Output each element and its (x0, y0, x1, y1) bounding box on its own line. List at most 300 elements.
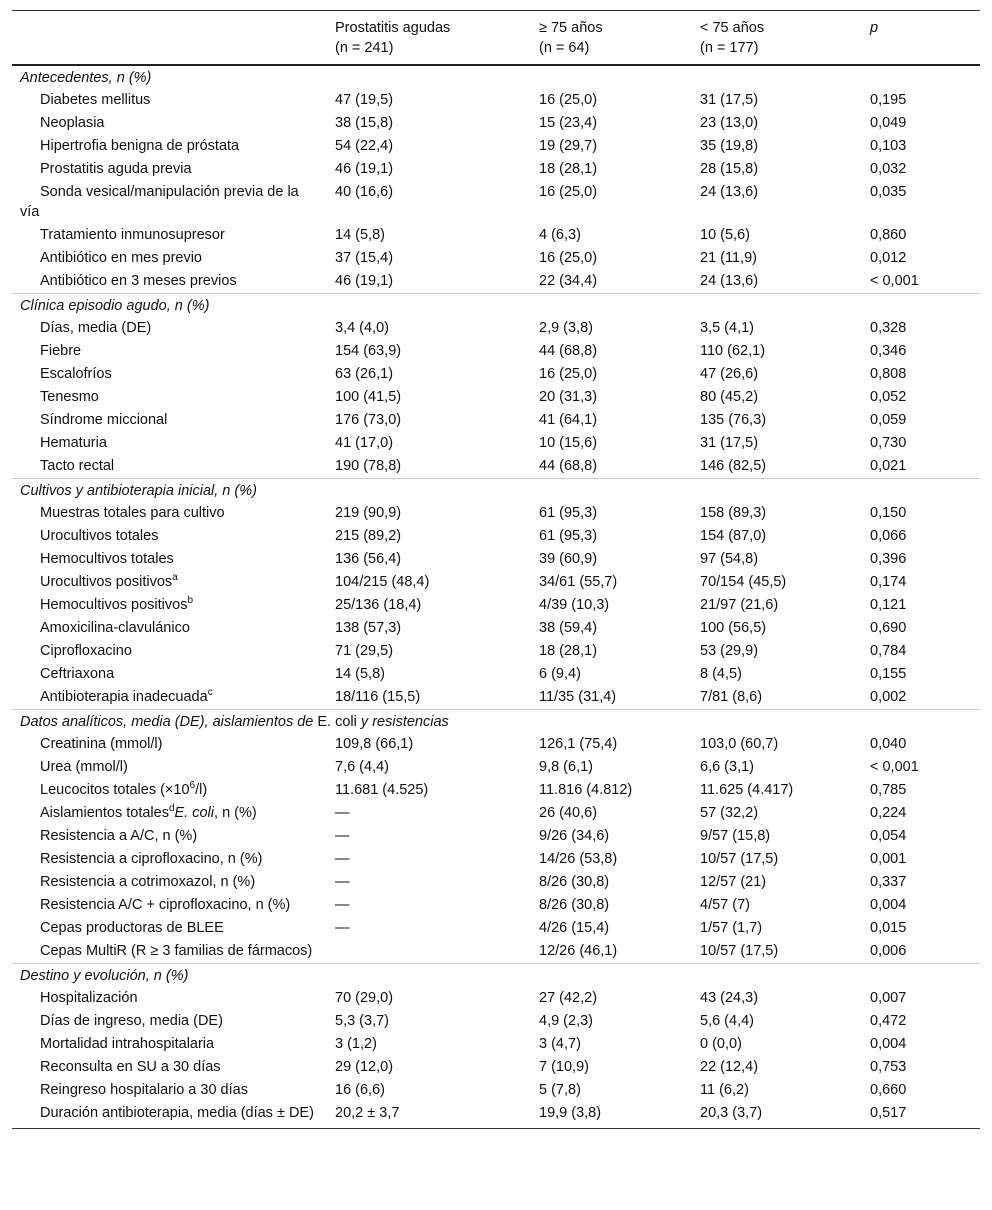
results-table (12, 10, 980, 1129)
total-value: — (335, 874, 350, 890)
total-value: 100 (41,5) (335, 389, 402, 405)
total-value: — (335, 851, 350, 867)
younger-value: 10 (5,6) (700, 227, 750, 243)
younger-value: 1/57 (1,7) (700, 920, 763, 936)
row-label-text: Diabetes mellitus (40, 92, 151, 108)
total-value: 20,2 ± 3,7 (335, 1102, 539, 1129)
header-p-value: p (870, 11, 980, 66)
row-label-text: Escalofríos (40, 366, 112, 382)
row-label-text: Duración antibioterapia, media (días ± DE) (40, 1105, 314, 1121)
row-label-text: Cepas productoras de BLEE (40, 920, 224, 936)
p-value: 0,121 (870, 597, 907, 613)
table-row (12, 1033, 980, 1056)
younger-value: 4/57 (7) (700, 897, 750, 913)
table-row (12, 1079, 980, 1102)
younger-value: 146 (82,5) (700, 458, 767, 474)
header-older-column (539, 11, 700, 66)
table-row (12, 617, 980, 640)
table-row (12, 158, 980, 181)
total-value: 136 (56,4) (335, 551, 402, 567)
row-label (12, 802, 335, 825)
older-value: 4/39 (10,3) (539, 597, 610, 613)
p-value: 0,753 (870, 1059, 907, 1075)
p-value: 0,328 (870, 320, 907, 336)
p-value: 0,155 (870, 666, 907, 682)
older-value: 16 (25,0) (539, 92, 598, 108)
older-value: 8/26 (30,8) (539, 897, 610, 913)
header-younger-column (700, 11, 870, 66)
table-row (12, 1056, 980, 1079)
table-row (12, 987, 980, 1010)
section-label-organism: E. coli (317, 714, 357, 730)
table-row (12, 386, 980, 409)
older-value: 20 (31,3) (539, 389, 598, 405)
older-value: 18 (28,1) (539, 643, 598, 659)
footnote-marker: b (187, 595, 194, 607)
younger-value: 22 (12,4) (700, 1059, 759, 1075)
younger-value: 6,6 (3,1) (700, 759, 754, 775)
older-value: 9/26 (34,6) (539, 828, 610, 844)
table-row (12, 825, 980, 848)
table-row (12, 848, 980, 871)
row-label-text: Muestras totales para cultivo (40, 505, 225, 521)
younger-value: 70/154 (45,5) (700, 574, 787, 590)
table-row (12, 112, 980, 135)
header-older-label: ≥ 75 años (539, 20, 603, 36)
header-blank (12, 11, 335, 66)
p-value: 0,784 (870, 643, 907, 659)
older-value: 19 (29,7) (539, 138, 598, 154)
younger-value: 24 (13,6) (700, 184, 759, 200)
row-label-text: Días de ingreso, media (DE) (40, 1013, 223, 1029)
table-row (12, 409, 980, 432)
older-value: 9,8 (6,1) (539, 759, 593, 775)
row-label-text: Hipertrofia benigna de próstata (40, 138, 240, 154)
row-label (12, 594, 335, 617)
row-label (12, 247, 335, 270)
row-label (12, 158, 335, 181)
footnote-marker: c (207, 687, 213, 699)
row-label (12, 686, 335, 710)
p-value: 0,103 (870, 138, 907, 154)
row-label-text: Fiebre (40, 343, 82, 359)
section-label: Datos analíticos, media (DE), aislamientos de (20, 714, 314, 730)
row-label (12, 363, 335, 386)
younger-value: 11 (6,2) (700, 1082, 749, 1098)
section-header (12, 710, 980, 734)
row-label (12, 340, 335, 363)
older-value: 16 (25,0) (539, 366, 598, 382)
table-header (12, 11, 980, 66)
older-value: 61 (95,3) (539, 528, 598, 544)
total-value: 3 (1,2) (335, 1036, 377, 1052)
table-row (12, 340, 980, 363)
younger-value: 20,3 (3,7) (700, 1102, 870, 1129)
row-label-text: Resistencia a A/C, n (%) (40, 828, 198, 844)
p-value: 0,346 (870, 343, 907, 359)
p-value: 0,337 (870, 874, 907, 890)
p-value: 0,517 (870, 1102, 980, 1129)
total-value: 25/136 (18,4) (335, 597, 422, 613)
row-label-text: Reingreso hospitalario a 30 días (40, 1082, 248, 1098)
p-value: 0,472 (870, 1013, 907, 1029)
row-label (12, 640, 335, 663)
older-value: 34/61 (55,7) (539, 574, 618, 590)
older-value: 38 (59,4) (539, 620, 598, 636)
table-row (12, 1010, 980, 1033)
p-value: 0,052 (870, 389, 907, 405)
p-value: 0,049 (870, 115, 907, 131)
older-value: 4,9 (2,3) (539, 1013, 593, 1029)
table-row (12, 640, 980, 663)
row-label-text: Resistencia a ciprofloxacino, n (%) (40, 851, 263, 867)
older-value: 19,9 (3,8) (539, 1102, 700, 1129)
older-value: 2,9 (3,8) (539, 320, 593, 336)
total-value: 14 (5,8) (335, 227, 385, 243)
table-row (12, 663, 980, 686)
row-label (12, 1056, 335, 1079)
row-label-text: Neoplasia (40, 115, 105, 131)
row-label-text: Mortalidad intrahospitalaria (40, 1036, 215, 1052)
table-row (12, 571, 980, 594)
p-value: 0,066 (870, 528, 907, 544)
section-header (12, 65, 980, 89)
row-label-text: Resistencia A/C + ciprofloxacino, n (%) (40, 897, 291, 913)
row-label-text: Hematuria (40, 435, 107, 451)
older-value: 11/35 (31,4) (539, 689, 617, 705)
older-value: 7 (10,9) (539, 1059, 589, 1075)
older-value: 44 (68,8) (539, 458, 598, 474)
p-value: 0,730 (870, 435, 907, 451)
header-total-column (335, 11, 539, 66)
header-total-label: Prostatitis agudas (335, 20, 451, 36)
row-label-text: Ciprofloxacino (40, 643, 132, 659)
younger-value: 11.625 (4.417) (700, 782, 794, 798)
older-value: 61 (95,3) (539, 505, 598, 521)
section-label: Cultivos y antibioterapia inicial, n (%) (20, 483, 257, 499)
older-value: 16 (25,0) (539, 184, 598, 200)
younger-value: 80 (45,2) (700, 389, 759, 405)
row-label-text: Antibioterapia inadecuada (40, 689, 208, 705)
row-label (12, 1010, 335, 1033)
header-younger-label: < 75 años (700, 20, 765, 36)
table-body (12, 65, 980, 1129)
table-row (12, 733, 980, 756)
younger-value: 47 (26,6) (700, 366, 759, 382)
younger-value: 21/97 (21,6) (700, 597, 779, 613)
total-value: — (335, 828, 350, 844)
total-value: — (335, 920, 350, 936)
footnote-marker: 6 (189, 780, 196, 792)
older-value: 16 (25,0) (539, 250, 598, 266)
younger-value: 103,0 (60,7) (700, 736, 779, 752)
row-label (12, 825, 335, 848)
section-title (12, 964, 980, 988)
row-label-text: Antibiótico en mes previo (40, 250, 202, 266)
section-header (12, 294, 980, 318)
older-value: 3 (4,7) (539, 1036, 581, 1052)
total-value: 47 (19,5) (335, 92, 394, 108)
row-label-text: Leucocitos totales (×10 (40, 782, 190, 798)
section-title (12, 65, 980, 89)
row-label-text: Tratamiento inmunosupresor (40, 227, 225, 243)
row-label (12, 409, 335, 432)
row-label (12, 455, 335, 479)
row-label (12, 181, 335, 224)
younger-value: 5,6 (4,4) (700, 1013, 754, 1029)
younger-value: 24 (13,6) (700, 273, 759, 289)
header-younger-n: (n = 177) (700, 40, 759, 56)
section-title (12, 710, 980, 734)
younger-value: 3,5 (4,1) (700, 320, 754, 336)
section-label: Clínica episodio agudo, n (%) (20, 298, 210, 314)
section-header (12, 964, 980, 988)
younger-value: 158 (89,3) (700, 505, 767, 521)
p-value: 0,002 (870, 689, 907, 705)
p-value: < 0,001 (870, 759, 919, 775)
p-value: 0,004 (870, 1036, 907, 1052)
total-value: 176 (73,0) (335, 412, 402, 428)
section-title (12, 479, 980, 503)
row-label-text: Tenesmo (40, 389, 99, 405)
total-value: 70 (29,0) (335, 990, 394, 1006)
total-value: 71 (29,5) (335, 643, 394, 659)
row-label (12, 1102, 335, 1129)
row-label (12, 987, 335, 1010)
p-value: 0,054 (870, 828, 907, 844)
p-value: 0,015 (870, 920, 907, 936)
table-row (12, 181, 980, 224)
row-label-text: Creatinina (mmol/l) (40, 736, 163, 752)
row-label-text: Urocultivos totales (40, 528, 159, 544)
row-label-suffix: /l) (195, 782, 208, 798)
row-label-text: Resistencia a cotrimoxazol, n (%) (40, 874, 256, 890)
total-value: 41 (17,0) (335, 435, 394, 451)
younger-value: 35 (19,8) (700, 138, 759, 154)
younger-value: 9/57 (15,8) (700, 828, 771, 844)
p-value: 0,040 (870, 736, 907, 752)
younger-value: 53 (29,9) (700, 643, 759, 659)
p-value: < 0,001 (870, 273, 919, 289)
row-label-text: Tacto rectal (40, 458, 115, 474)
row-label-text: Antibiótico en 3 meses previos (40, 273, 237, 289)
total-value: 16 (6,6) (335, 1082, 385, 1098)
row-label (12, 548, 335, 571)
p-value: 0,059 (870, 412, 907, 428)
row-label (12, 871, 335, 894)
younger-value: 57 (32,2) (700, 805, 759, 821)
p-value: 0,690 (870, 620, 907, 636)
table-row (12, 502, 980, 525)
table-row (12, 270, 980, 294)
total-value: 219 (90,9) (335, 505, 402, 521)
p-value: 0,150 (870, 505, 907, 521)
row-label-text: Prostatitis aguda previa (40, 161, 192, 177)
younger-value: 21 (11,9) (700, 250, 757, 266)
organism-name: E. coli (174, 805, 215, 821)
row-label-text: Sonda vesical/manipulación previa de la vía (20, 184, 299, 220)
row-label-text: Síndrome miccional (40, 412, 168, 428)
row-label (12, 663, 335, 686)
table-row (12, 224, 980, 247)
older-value: 15 (23,4) (539, 115, 598, 131)
total-value (335, 940, 539, 964)
section-header (12, 479, 980, 503)
total-value: 138 (57,3) (335, 620, 402, 636)
older-value: 14/26 (53,8) (539, 851, 618, 867)
total-value: 40 (16,6) (335, 184, 394, 200)
row-label-text: Reconsulta en SU a 30 días (40, 1059, 221, 1075)
section-title (12, 294, 980, 318)
table-row (12, 686, 980, 710)
younger-value: 0 (0,0) (700, 1036, 742, 1052)
table-row (12, 594, 980, 617)
p-value: 0,032 (870, 161, 907, 177)
row-label (12, 317, 335, 340)
p-value: 0,860 (870, 227, 907, 243)
total-value: 104/215 (48,4) (335, 574, 430, 590)
row-label (12, 756, 335, 779)
row-label (12, 571, 335, 594)
p-value: 0,021 (870, 458, 907, 474)
table-row (12, 525, 980, 548)
table-row (12, 455, 980, 479)
row-label (12, 940, 335, 964)
total-value: 38 (15,8) (335, 115, 394, 131)
p-value: 0,174 (870, 574, 907, 590)
younger-value: 23 (13,0) (700, 115, 759, 131)
row-label (12, 386, 335, 409)
row-label-text: Ceftriaxona (40, 666, 115, 682)
header-total-n: (n = 241) (335, 40, 394, 56)
older-value: 26 (40,6) (539, 805, 598, 821)
footnote-marker: d (168, 803, 175, 815)
younger-value: 12/57 (21) (700, 874, 767, 890)
younger-value: 31 (17,5) (700, 92, 759, 108)
total-value: 29 (12,0) (335, 1059, 394, 1075)
row-label (12, 848, 335, 871)
row-label (12, 270, 335, 294)
total-value: 3,4 (4,0) (335, 320, 389, 336)
table-row (12, 871, 980, 894)
total-value: 46 (19,1) (335, 161, 394, 177)
younger-value: 110 (62,1) (700, 343, 766, 359)
row-label (12, 112, 335, 135)
table-row (12, 135, 980, 158)
row-label-text: Hospitalización (40, 990, 138, 1006)
older-value: 18 (28,1) (539, 161, 598, 177)
table-row (12, 917, 980, 940)
row-label-text: Días, media (DE) (40, 320, 152, 336)
older-value: 39 (60,9) (539, 551, 598, 567)
total-value: 14 (5,8) (335, 666, 385, 682)
younger-value: 100 (56,5) (700, 620, 767, 636)
older-value: 11.816 (4.812) (539, 782, 633, 798)
total-value: 46 (19,1) (335, 273, 394, 289)
row-label-suffix: , n (%) (214, 805, 257, 821)
older-value: 22 (34,4) (539, 273, 598, 289)
section-label: Destino y evolución, n (%) (20, 968, 189, 984)
row-label (12, 917, 335, 940)
total-value: 5,3 (3,7) (335, 1013, 389, 1029)
younger-value: 135 (76,3) (700, 412, 767, 428)
younger-value: 7/81 (8,6) (700, 689, 763, 705)
older-value: 27 (42,2) (539, 990, 598, 1006)
section-label-tail: y resistencias (360, 714, 449, 730)
total-value: 109,8 (66,1) (335, 736, 414, 752)
total-value: 215 (89,2) (335, 528, 402, 544)
table-row (12, 779, 980, 802)
total-value: — (335, 897, 350, 913)
younger-value: 10/57 (17,5) (700, 943, 779, 959)
p-value: 0,224 (870, 805, 907, 821)
row-label (12, 617, 335, 640)
total-value: 11.681 (4.525) (335, 782, 429, 798)
total-value: 18/116 (15,5) (335, 689, 421, 705)
older-value: 4/26 (15,4) (539, 920, 610, 936)
older-value: 4 (6,3) (539, 227, 581, 243)
older-value: 5 (7,8) (539, 1082, 581, 1098)
p-value: 0,007 (870, 990, 907, 1006)
older-value: 10 (15,6) (539, 435, 598, 451)
younger-value: 97 (54,8) (700, 551, 759, 567)
older-value: 41 (64,1) (539, 412, 598, 428)
p-value: 0,396 (870, 551, 907, 567)
total-value: 154 (63,9) (335, 343, 402, 359)
older-value: 44 (68,8) (539, 343, 598, 359)
table-row (12, 363, 980, 386)
table-row (12, 802, 980, 825)
p-value: 0,004 (870, 897, 907, 913)
table-row (12, 756, 980, 779)
row-label (12, 432, 335, 455)
row-label (12, 1033, 335, 1056)
total-value: 54 (22,4) (335, 138, 394, 154)
total-value: 7,6 (4,4) (335, 759, 389, 775)
row-label (12, 894, 335, 917)
row-label-text: Hemocultivos totales (40, 551, 174, 567)
total-value: 37 (15,4) (335, 250, 394, 266)
older-value: 8/26 (30,8) (539, 874, 610, 890)
row-label (12, 1079, 335, 1102)
row-label-text: Amoxicilina-clavulánico (40, 620, 190, 636)
header-older-n: (n = 64) (539, 40, 590, 56)
table-row (12, 894, 980, 917)
row-label (12, 779, 335, 802)
p-value: 0,195 (870, 92, 907, 108)
row-label (12, 89, 335, 112)
p-value: 0,006 (870, 943, 907, 959)
total-value: 63 (26,1) (335, 366, 394, 382)
total-value: 190 (78,8) (335, 458, 402, 474)
row-label-text: Hemocultivos positivos (40, 597, 188, 613)
p-value: 0,785 (870, 782, 907, 798)
younger-value: 28 (15,8) (700, 161, 759, 177)
row-label-text: Aislamientos totales (40, 805, 169, 821)
younger-value: 154 (87,0) (700, 528, 767, 544)
footnote-marker: a (172, 572, 178, 584)
row-label (12, 733, 335, 756)
table-row (12, 317, 980, 340)
table-row (12, 1102, 980, 1129)
p-value: 0,808 (870, 366, 907, 382)
row-label-text: Urocultivos positivos (40, 574, 173, 590)
p-value: 0,035 (870, 184, 907, 200)
p-value: 0,012 (870, 250, 907, 266)
row-label (12, 135, 335, 158)
row-label (12, 525, 335, 548)
row-label (12, 224, 335, 247)
